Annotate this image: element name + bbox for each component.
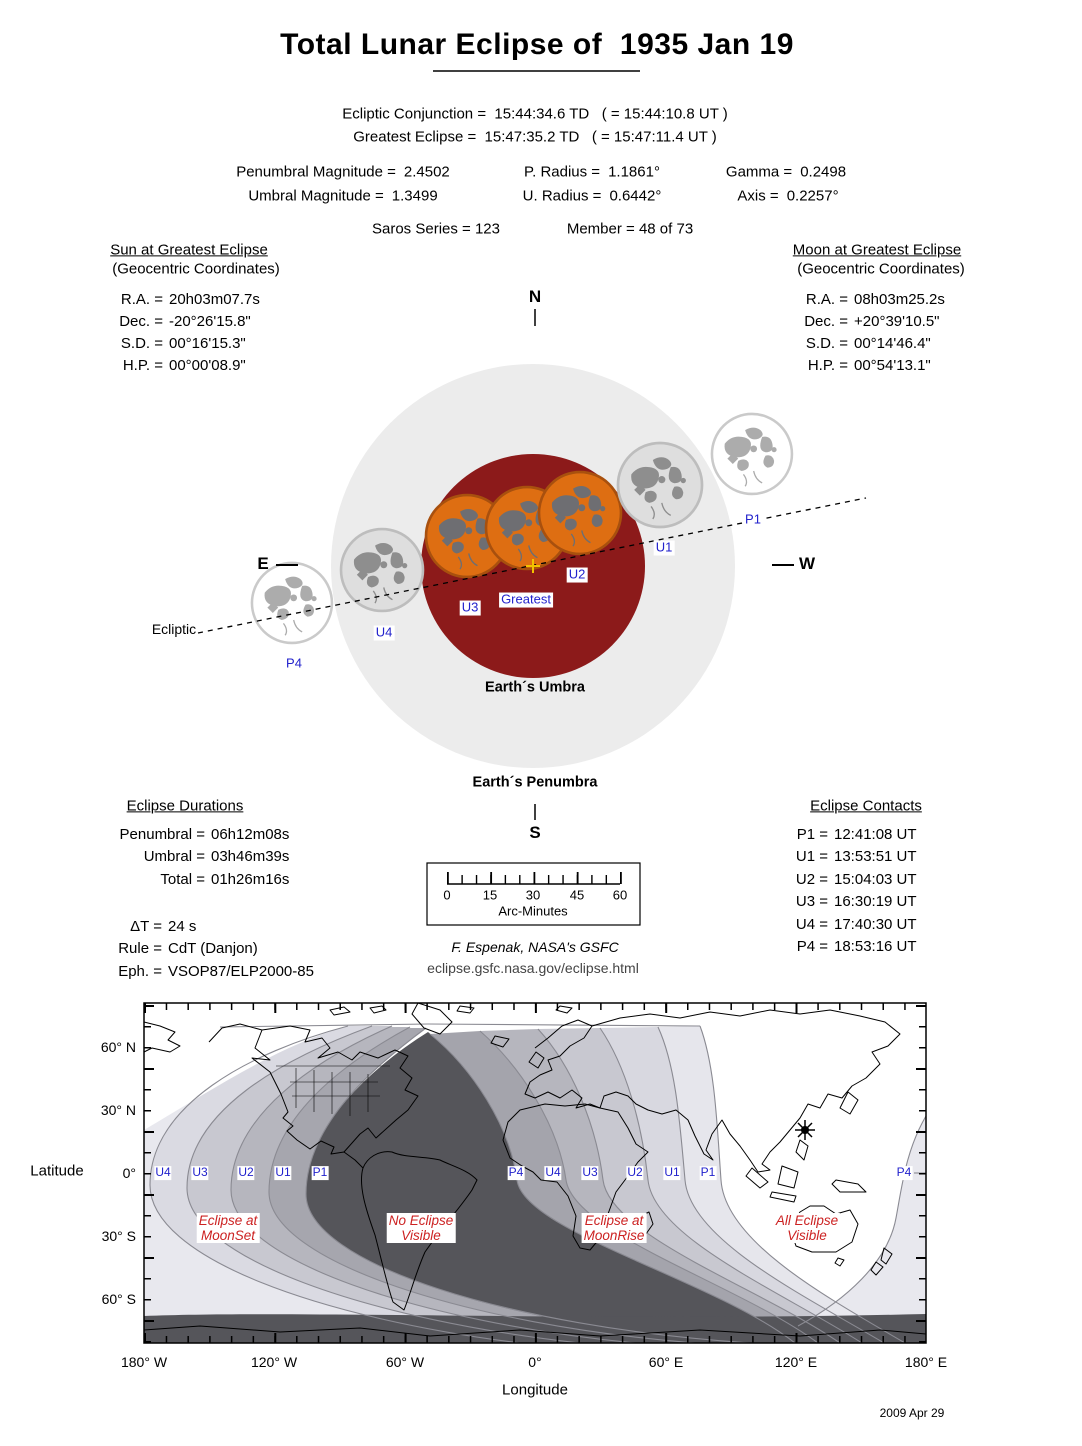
region-no-eclipse: No Eclipse Visible [388, 1213, 454, 1243]
map-label-u2-m: U2 [627, 1165, 643, 1180]
region-moonrise: Eclipse at MoonRise [583, 1213, 645, 1243]
map-label-p1-m: P1 [700, 1165, 716, 1180]
north-label: N [528, 287, 542, 307]
credit-author: F. Espenak, NASA's GSFC [451, 938, 619, 955]
ecliptic-label: Ecliptic [151, 620, 197, 637]
lat-30s: 30° S [101, 1228, 136, 1244]
map-ylabel: Latitude [30, 1162, 84, 1180]
contact-label-u4: U4 [375, 624, 393, 640]
lon-180w: 180° W [120, 1353, 168, 1370]
map-label-u3-m: U3 [582, 1165, 598, 1180]
credit-url: eclipse.gsfc.nasa.gov/eclipse.html [427, 959, 639, 976]
moon-u2 [539, 472, 621, 554]
lon-120w: 120° W [250, 1353, 298, 1370]
region-moonset: Eclipse at MoonSet [198, 1213, 258, 1243]
saros-series: Saros Series = 123 [372, 220, 500, 238]
west-label: W [798, 554, 816, 574]
region-all-visible: All Eclipse Visible [775, 1213, 839, 1243]
lat-0: 0° [122, 1165, 136, 1181]
calculation-params: ΔT = 24 s Rule = CdT (Danjon) Eph. = VSOP87/ELP2000-85 [118, 918, 314, 980]
contacts-title: Eclipse Contacts [810, 797, 922, 815]
map-label-u4-m: U4 [545, 1165, 561, 1180]
page-title: Total Lunar Eclipse of 1935 Jan 19 [280, 27, 794, 61]
scale-tick-60: 60 [612, 887, 628, 903]
scale-tick-45: 45 [569, 887, 585, 903]
p-radius: P. Radius = 1.1861° [524, 163, 660, 181]
lat-60n: 60° N [100, 1039, 136, 1055]
scale-label: Arc-Minutes [498, 903, 568, 919]
contact-label-p4: P4 [286, 655, 302, 671]
date-stamp: 2009 Apr 29 [879, 1406, 945, 1421]
lat-30n: 30° N [100, 1102, 136, 1118]
lon-60e: 60° E [648, 1353, 684, 1370]
lon-60w: 60° W [385, 1353, 425, 1370]
axis: Axis = 0.2257° [737, 187, 839, 205]
greatest-eclipse-line: Greatest Eclipse = 15:47:35.2 TD ( = 15:47:11.4 UT ) [353, 128, 717, 146]
scale-tick-15: 15 [482, 887, 498, 903]
lon-120e: 120° E [774, 1353, 818, 1370]
map-label-u4-w: U4 [155, 1165, 171, 1180]
map-label-p4-e: P4 [896, 1165, 912, 1180]
east-label: E [257, 554, 269, 574]
scale-tick-0: 0 [443, 887, 451, 903]
map-label-u3-w: U3 [192, 1165, 208, 1180]
saros-member: Member = 48 of 73 [566, 220, 694, 238]
map-xlabel: Longitude [502, 1381, 568, 1399]
contacts-rows: P1 = 12:41:08 UT U1 = 13:53:51 UT U2 = 15:04:03 UT U3 = 16:30:19 UT U4 = 17:40:30 UT P4 = 18:53:16 UT [795, 826, 917, 955]
zenith-star-icon [795, 1120, 815, 1140]
map-label-u1-m: U1 [664, 1165, 680, 1180]
visibility-map [144, 1003, 926, 1343]
contact-label-u3: U3 [461, 599, 479, 615]
lon-180e: 180° E [904, 1353, 948, 1370]
durations-title: Eclipse Durations [126, 797, 244, 815]
scale-tick-30: 30 [525, 887, 541, 903]
contact-label-u2: U2 [568, 566, 586, 582]
lat-60s: 60° S [101, 1291, 136, 1307]
sun-block-title: Sun at Greatest Eclipse [110, 241, 268, 259]
map-label-p4-m: P4 [508, 1165, 524, 1180]
u-radius: U. Radius = 0.6442° [522, 187, 662, 205]
moon-u4 [341, 529, 423, 611]
contact-label-p1: P1 [745, 511, 761, 527]
moon-block-title: Moon at Greatest Eclipse [792, 241, 962, 259]
lon-0: 0° [528, 1353, 542, 1370]
moon-p1 [712, 414, 792, 494]
conjunction-line: Ecliptic Conjunction = 15:44:34.6 TD ( = 15:44:10.8 UT ) [342, 105, 728, 123]
map-label-u1-w: U1 [275, 1165, 291, 1180]
umbral-magnitude: Umbral Magnitude = 1.3499 [248, 187, 438, 205]
sun-coordinates: R.A. = 20h03m07.7s Dec. = -20°26'15.8" S.D. = 00°16'15.3" H.P. = 00°00'08.9" [119, 291, 260, 374]
map-label-u2-w: U2 [238, 1165, 254, 1180]
moon-block-subtitle: (Geocentric Coordinates) [797, 260, 965, 278]
durations-rows: Penumbral = 06h12m08s Umbral = 03h46m39s Total = 01h26m16s [119, 826, 290, 888]
umbra-label: Earth´s Umbra [485, 679, 585, 696]
penumbral-magnitude: Penumbral Magnitude = 2.4502 [236, 163, 450, 181]
sun-block-subtitle: (Geocentric Coordinates) [112, 260, 280, 278]
map-label-p1-w: P1 [312, 1165, 328, 1180]
penumbra-label: Earth´s Penumbra [472, 774, 598, 791]
moon-coordinates: R.A. = 08h03m25.2s Dec. = +20°39'10.5" S.D. = 00°14'46.4" H.P. = 00°54'13.1" [804, 291, 945, 374]
contact-label-u1: U1 [655, 539, 673, 555]
moon-p4 [252, 563, 332, 643]
moon-u1 [618, 443, 702, 527]
greatest-label: Greatest [501, 591, 551, 607]
gamma: Gamma = 0.2498 [725, 163, 847, 181]
south-label: S [529, 823, 541, 843]
